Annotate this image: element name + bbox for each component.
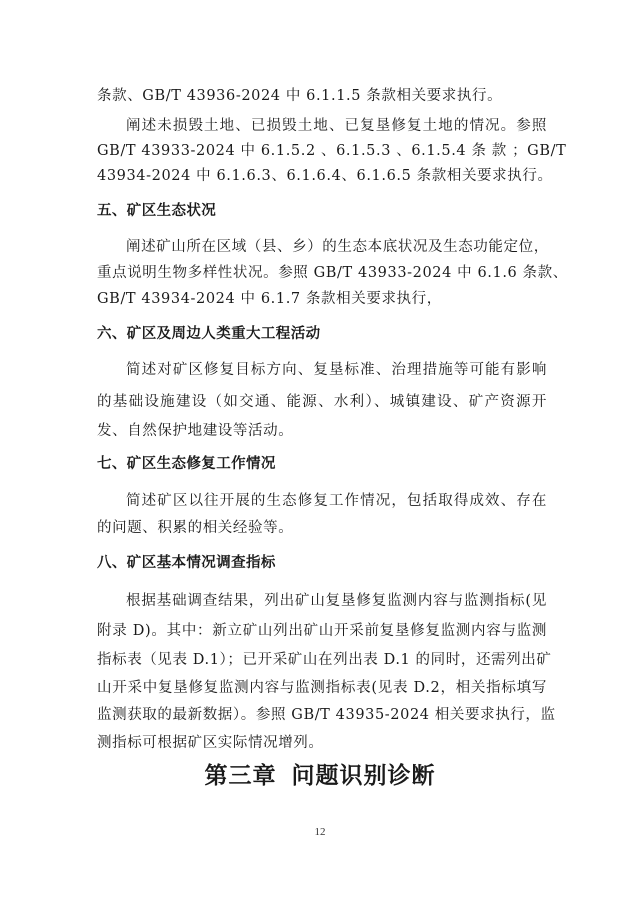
paragraph-line: 测指标可根据矿区实际情况增列。 xyxy=(97,735,324,751)
paragraph-line: GB/T 43933-2024 中 6.1.5.2 、6.1.5.3 、6.1.5.4 条 款 ；GB/T xyxy=(97,143,567,159)
paragraph-line: GB/T 43934-2024 中 6.1.7 条款相关要求执行， xyxy=(97,291,442,307)
paragraph-line: 指标表（见表 D.1）；已开采矿山在列出表 D.1 的同时，还需列出矿 xyxy=(97,652,552,668)
paragraph-line: 山开采中复垦修复监测内容与监测指标表(见表 D.2，相关指标填写 xyxy=(97,680,547,696)
paragraph-line: 根据基础调查结果，列出矿山复垦修复监测内容与监测指标(见 xyxy=(126,593,547,609)
paragraph-line: 条款、GB/T 43936-2024 中 6.1.1.5 条款相关要求执行。 xyxy=(97,88,503,104)
paragraph-line: 重点说明生物多样性状况。参照 GB/T 43933-2024 中 6.1.6 条款、 xyxy=(97,265,568,281)
section-heading: 六、矿区及周边人类重大工程活动 xyxy=(97,326,321,342)
section-heading: 七、矿区生态修复工作情况 xyxy=(97,456,276,472)
paragraph-line: 简述对矿区修复目标方向、复垦标准、治理措施等可能有影响 xyxy=(126,362,547,378)
paragraph-line: 阐述未损毁土地、已损毁土地、已复垦修复土地的情况。参照 xyxy=(126,118,547,134)
paragraph-line: 阐述矿山所在区域（县、乡）的生态本底状况及生态功能定位， xyxy=(126,239,549,255)
section-heading: 八、矿区基本情况调查指标 xyxy=(97,555,276,571)
paragraph-line: 监测获取的最新数据）。参照 GB/T 43935-2024 相关要求执行，监 xyxy=(97,707,556,723)
paragraph-line: 简述矿区以往开展的生态修复工作情况，包括取得成效、存在 xyxy=(126,493,547,509)
paragraph-line: 发、自然保护地建设等活动。 xyxy=(97,423,294,439)
paragraph-line: 的基础设施建设（如交通、能源、水利）、城镇建设、矿产资源开 xyxy=(97,394,547,410)
paragraph-line: 的问题、积累的相关经验等。 xyxy=(97,520,294,536)
chapter-title: 第三章 问题识别诊断 xyxy=(204,763,436,789)
paragraph-line: 43934-2024 中 6.1.6.3、6.1.6.4、6.1.6.5 条款相关要求执行。 xyxy=(97,168,553,184)
section-heading: 五、矿区生态状况 xyxy=(97,203,217,219)
paragraph-line: 附录 D)。其中：新立矿山列出矿山开采前复垦修复监测内容与监测 xyxy=(97,623,547,639)
page-number: 12 xyxy=(314,826,326,838)
